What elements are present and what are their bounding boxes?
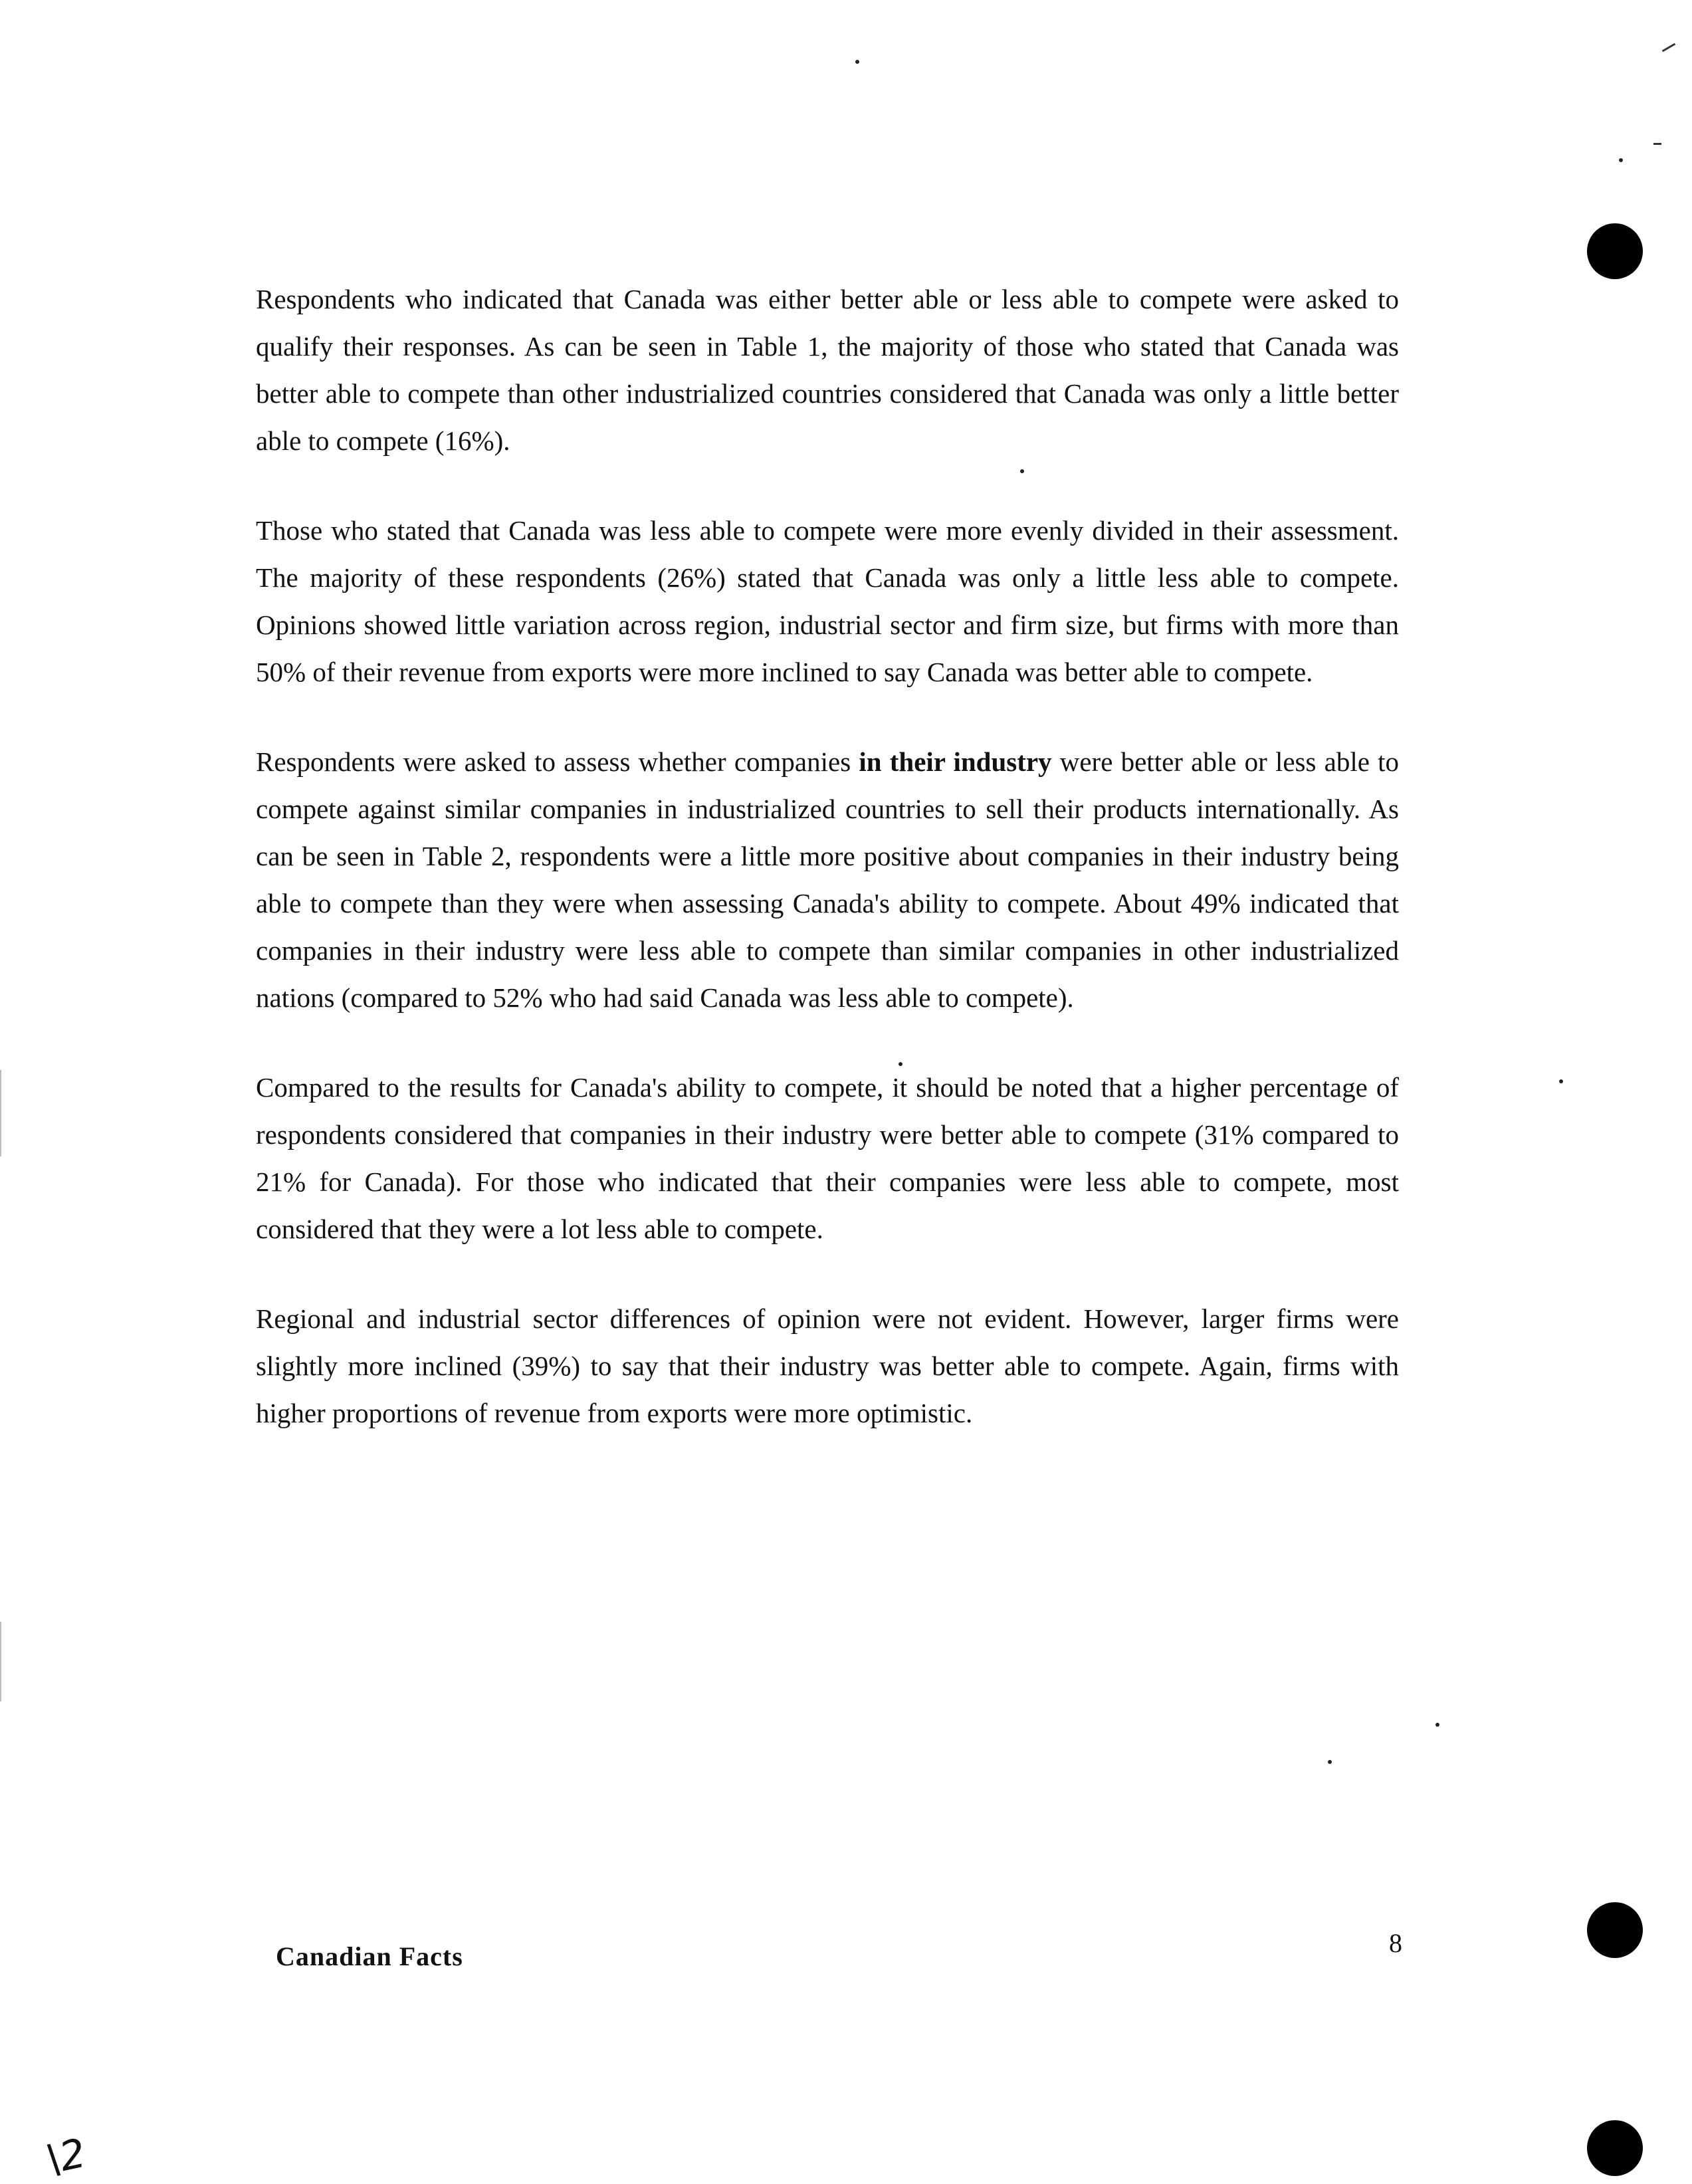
scan-mark xyxy=(1662,43,1676,53)
scan-edge xyxy=(0,1070,1,1156)
paragraph-2: Those who stated that Canada was less able to compete were more evenly divided in their assessment. The majority of these respondents (26%) stated that Canada was only a little less able to compete. Opinions showed little variation across region, industrial sector and firm size, but firms with more than 50% of their revenue from exports were more inclined to say Canada was better able to compete. xyxy=(256,515,1399,687)
scan-mark xyxy=(1653,143,1661,145)
scan-speck xyxy=(1328,1760,1332,1764)
punch-hole xyxy=(1587,223,1643,279)
punch-hole xyxy=(1587,1902,1643,1958)
scan-speck xyxy=(1619,158,1623,162)
document-body xyxy=(256,276,1399,1479)
scan-edge xyxy=(0,1622,1,1701)
paragraph-3-text-end: were better able or less able to compete against similar companies in industrialized countries to sell their products internationally. As can be seen in Table 2, respondents were a little more positive about companies in their industry being able to compete than they were when assessing Canada's ability to compete. About 49% indicated that companies in their industry were less able to compete than similar companies in other industrialized nations (compared to 52% who had said Canada was less able to compete). xyxy=(256,746,1399,1013)
footer-source: Canadian Facts xyxy=(276,1941,463,1971)
page-number: 8 xyxy=(1389,1928,1402,1958)
paragraph-4: Compared to the results for Canada's ability to compete, it should be noted that a higher percentage of respondents considered that companies in their industry were better able to compete (31% compared to 21% for Canada). For those who indicated that their companies were less able to compete, most considered that they were a lot less able to compete. xyxy=(256,1072,1399,1244)
paragraph-3-text-start: Respondents were asked to assess whether companies xyxy=(256,746,859,777)
scan-speck xyxy=(1559,1079,1563,1083)
paragraph-1: Respondents who indicated that Canada was either better able or less able to compete were asked to qualify their responses. As can be seen in Table 1, the majority of those who stated that Canada was better able to compete than other industrialized countries considered that Canada was only a little better able to compete (16%). xyxy=(256,284,1399,456)
paragraph-3 xyxy=(256,738,1399,1022)
punch-hole xyxy=(1587,2120,1643,2176)
handwritten-note: \2 xyxy=(42,2129,90,2184)
emphasis-in-their-industry: in their industry xyxy=(859,746,1052,777)
scan-speck xyxy=(1435,1723,1439,1727)
scan-speck xyxy=(855,60,859,64)
paragraph-5: Regional and industrial sector differences of opinion were not evident. However, larger firms were slightly more inclined (39%) to say that their industry was better able to compete. Again, firms with higher proportions of revenue from exports were more optimistic. xyxy=(256,1303,1399,1428)
